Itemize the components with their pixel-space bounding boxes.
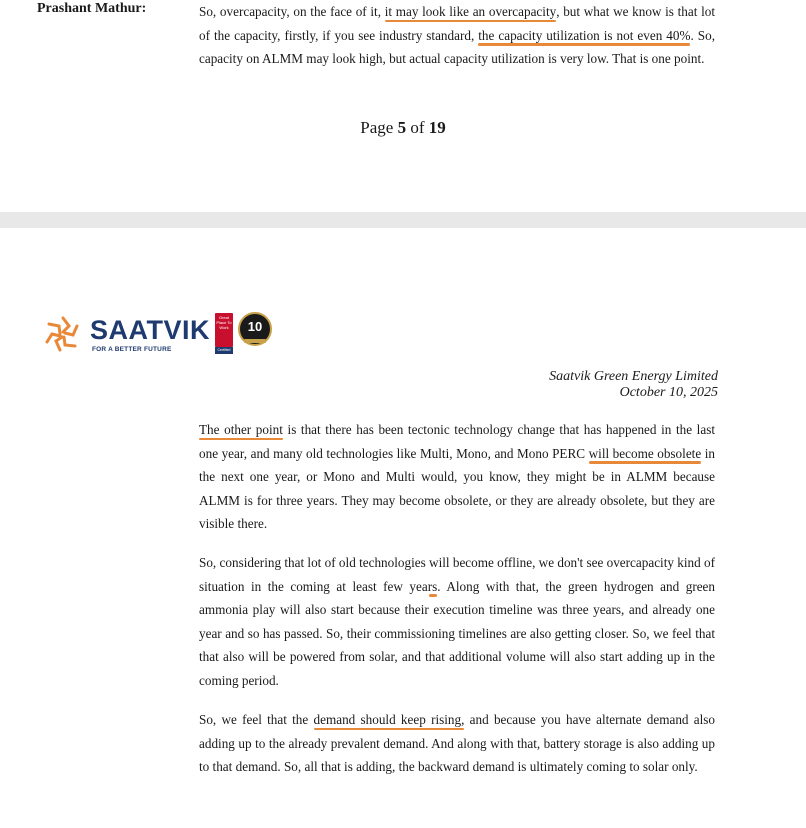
page-bottom xyxy=(0,228,806,828)
document-date: October 10, 2025 xyxy=(619,385,718,400)
highlighted-text: demand should keep rising, xyxy=(313,712,465,727)
transcript-paragraph xyxy=(199,708,715,779)
text-span: is that there has been tectonic technology change that has happened in the last one year, and many old technologies like Multi, Mono, and Mono PERC xyxy=(199,422,715,461)
gptw-badge-icon: Great Place To Work Certified xyxy=(216,315,232,352)
text-span: So, overcapacity, on the face of it, xyxy=(199,4,385,19)
text-span: So, we feel that the xyxy=(199,712,314,727)
gptw-certified-label: Certified xyxy=(215,347,233,354)
saatvik-logo-icon xyxy=(40,312,86,356)
text-span: and because you have alternate demand also adding up to the already prevalent demand. And along with that, battery storage is also adding up to that demand. So, all that is adding, the backward demand is ultimately coming to solar only. xyxy=(199,712,716,774)
transcript-paragraph xyxy=(199,551,715,692)
transcript-paragraph xyxy=(199,418,715,536)
company-name: Saatvik Green Energy Limited xyxy=(549,369,718,384)
page-top xyxy=(0,0,806,212)
page-separator xyxy=(0,212,806,228)
company-logo xyxy=(40,312,280,360)
page-number: Page 5 of 19 xyxy=(360,118,446,137)
highlighted-text: it may look like an overcapacity xyxy=(384,4,557,19)
text-span: in the next one year, or Mono and Multi would, you know, they might be in ALMM because ALMM is for three years. They may become obsolete, or they are already obsolete, but they are visible there. xyxy=(199,445,715,531)
text-span: . Along with that, the xyxy=(437,578,569,594)
highlighted-text: green hydrogen and green ammonia play will also start xyxy=(199,578,716,617)
text-span: So, considering that lot of old technologies xyxy=(199,555,430,570)
text-span: , but what we know is that lot of the capacity, firstly, if you see industry standard, xyxy=(199,4,715,43)
text-span: . So, capacity on ALMM may look high, but actual capacity utilization is very low. That is one point. xyxy=(199,27,716,66)
speaker-name: Prashant Mathur: xyxy=(37,1,147,16)
company-header xyxy=(549,369,718,401)
brand-tagline: FOR A BETTER FUTURE xyxy=(92,346,172,353)
highlighted-text: will become obsolete xyxy=(588,445,702,461)
brand-name: SAATVIK xyxy=(90,315,211,345)
badge-ribbon xyxy=(244,339,266,343)
highlighted-text: will become offline, we don't see overcapacity kind of situation in the coming at least few years xyxy=(199,555,716,594)
transcript-paragraph xyxy=(199,0,715,71)
highlighted-text: the capacity utilization is not even 40% xyxy=(478,27,691,43)
text-span: because their execution timeline was three years, and already one year and so has passed. So, their commissioning timelines are also getting closer. So, we feel that that also will be powered from solar, and that additional volume will also start adding up in the coming period. xyxy=(199,602,715,688)
ten-year-badge-icon: 10 xyxy=(238,312,272,346)
highlighted-text: The other point xyxy=(199,422,283,437)
